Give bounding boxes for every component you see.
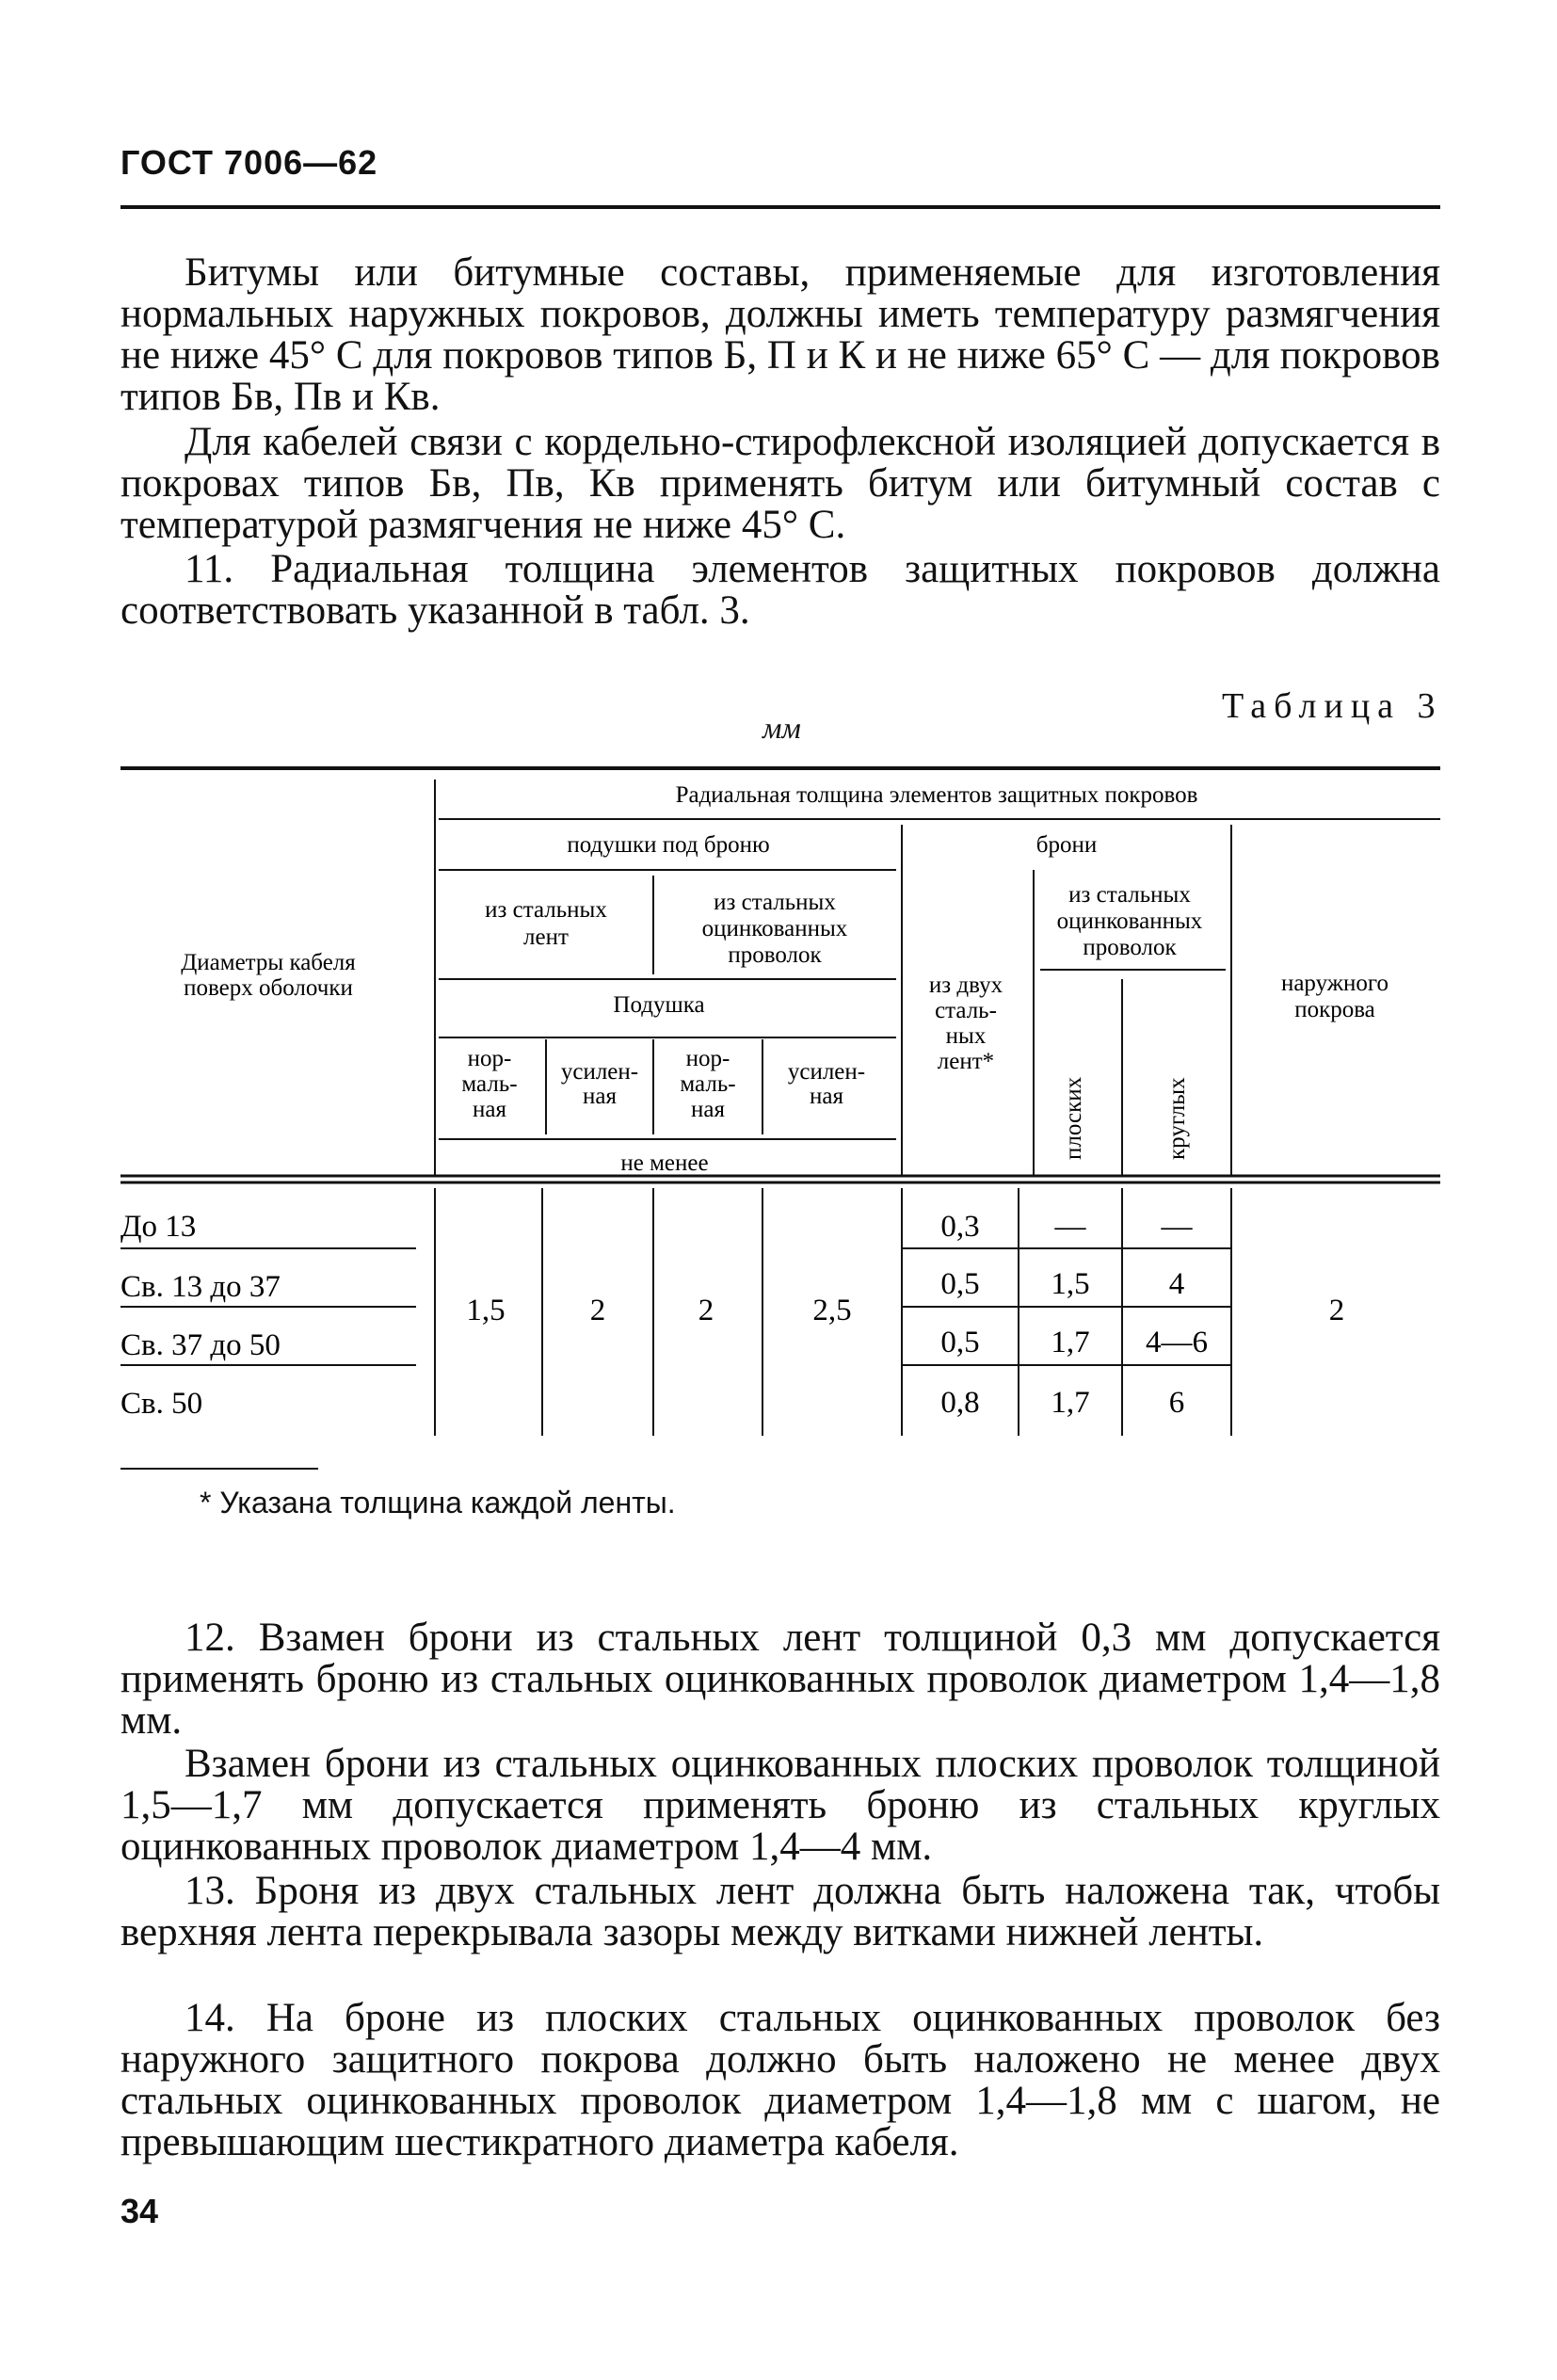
svg-text:покрова: покрова [1294, 997, 1375, 1022]
svg-text:наружного: наружного [1280, 971, 1389, 996]
header-diameter [181, 950, 356, 1001]
svg-text:из стальных: из стальных [714, 890, 836, 915]
svg-text:ная: ная [583, 1084, 617, 1109]
svg-text:из стальных: из стальных [1068, 882, 1191, 908]
header-not-less: не менее [620, 1150, 709, 1176]
page-number: 34 [120, 2192, 159, 2230]
svg-text:маль-: маль- [680, 1071, 736, 1097]
footnote-rule [120, 1468, 318, 1470]
table-unit: мм [762, 711, 801, 745]
paragraph-14: 14. На броне из плоских стальных оцинкованных проволок без наружного защитного покрова должно быть наложено не менее двух стальных оцинкованных проволок диаметром 1,4—1,8 мм с шагом, не превышающим шестикратного диаметра кабеля. [120, 1996, 1440, 2164]
value-flat-1: — [1054, 1210, 1086, 1244]
svg-text:нор-: нор- [685, 1046, 730, 1071]
value-round-1: — [1161, 1210, 1193, 1244]
header-tapes-reinforced [561, 1059, 638, 1109]
value-round-2: 4 [1168, 1267, 1185, 1301]
svg-text:ная: ная [473, 1097, 506, 1122]
svg-text:нор-: нор- [467, 1046, 512, 1071]
value-outer-cover: 2 [1328, 1294, 1345, 1327]
header-radial-thickness: Радиальная толщина элементов защитных покровов [675, 782, 1198, 808]
svg-text:маль-: маль- [461, 1071, 518, 1097]
value-tapes-reinforced: 2 [589, 1294, 606, 1327]
svg-text:сталь-: сталь- [935, 998, 997, 1023]
value-two-tapes-4: 0,8 [940, 1386, 980, 1420]
value-wires-reinforced: 2,5 [812, 1294, 852, 1327]
value-two-tapes-1: 0,3 [940, 1210, 980, 1244]
header-armor-galv-wires [1057, 882, 1203, 960]
paragraph-11: 11. Радиальная толщина элементов защитных покровов должна соответствовать указанной в табл. 3. [120, 547, 1440, 633]
paragraph-bitumen: Битумы или битумные составы, применяемые для изготовления нормальных наружных покровов, должны иметь температуру размягчения не ниже 45° С для покровов типов Б, П и К и не ниже 65° С — для покровов типов Бв, Пв и Кв. [120, 250, 1440, 419]
svg-text:усилен-: усилен- [560, 1059, 639, 1085]
svg-text:поверх оболочки: поверх оболочки [184, 975, 353, 1001]
paragraph-communication-cables: Для кабелей связи с кордельно-стирофлексной изоляцией допускается в покровах типов Бв, Пв, Кв применять битум или битумный состав с температурой размягчения не ниже 45° С. [120, 420, 1440, 547]
value-two-tapes-3: 0,5 [940, 1326, 980, 1359]
row-label-4: Св. 50 [120, 1387, 203, 1421]
header-cushion: Подушка [613, 992, 705, 1018]
value-tapes-normal: 1,5 [466, 1294, 506, 1327]
svg-text:из двух: из двух [928, 973, 1003, 998]
svg-text:ных: ных [945, 1023, 987, 1049]
svg-text:Диаметры кабеля: Диаметры кабеля [181, 950, 356, 975]
svg-text:усилен-: усилен- [787, 1059, 866, 1085]
value-flat-3: 1,7 [1051, 1326, 1090, 1359]
svg-text:ная: ная [691, 1097, 725, 1122]
header-wires-reinforced [788, 1059, 865, 1109]
value-wires-normal: 2 [698, 1294, 714, 1327]
header-cushion-under-armor: подушки под броню [567, 832, 770, 858]
table-caption: Таблица 3 [1222, 686, 1443, 726]
paragraph-12: 12. Взамен брони из стальных лент толщиной 0,3 мм допускается применять броню из стальных оцинкованных проволок диаметром 1,4—1,8 мм. [120, 1616, 1440, 1743]
svg-text:проволок: проволок [728, 942, 822, 968]
svg-text:оцинкованных: оцинкованных [1056, 909, 1203, 934]
svg-text:лент*: лент* [937, 1049, 995, 1074]
header-wires-normal [680, 1046, 735, 1122]
header-flat: плоских [1061, 1076, 1086, 1160]
document-header: ГОСТ 7006—62 [120, 143, 378, 182]
svg-text:оцинкованных: оцинкованных [701, 916, 848, 941]
svg-text:лент: лент [523, 925, 569, 950]
row-label-3: Св. 37 до 50 [120, 1328, 281, 1362]
header-round: круглых [1164, 1077, 1190, 1160]
header-tapes-normal [461, 1046, 517, 1122]
paragraph-13: 13. Броня из двух стальных лент должна быть наложена так, чтобы верхняя лента перекрывала зазоры между витками нижней ленты. [120, 1869, 1440, 1954]
value-two-tapes-2: 0,5 [940, 1267, 980, 1301]
value-round-4: 6 [1168, 1386, 1185, 1420]
table-grid [120, 768, 1440, 1436]
svg-text:ная: ная [810, 1084, 843, 1109]
header-steel-tapes [485, 897, 607, 950]
value-flat-4: 1,7 [1051, 1386, 1090, 1420]
table-footnote: * Указана толщина каждой ленты. [200, 1486, 676, 1520]
header-two-tapes [929, 973, 1003, 1074]
paragraph-armor-replacement: Взамен брони из стальных оцинкованных плоских проволок толщиной 1,5—1,7 мм допускается применять броню из стальных круглых оцинкованных проволок диаметром 1,4—4 мм. [120, 1742, 1440, 1869]
value-flat-2: 1,5 [1051, 1267, 1090, 1301]
header-galv-wires [702, 890, 848, 968]
svg-text:из стальных: из стальных [485, 897, 607, 923]
svg-text:проволок: проволок [1083, 935, 1177, 960]
row-label-1: До 13 [120, 1210, 197, 1244]
value-round-3: 4—6 [1146, 1326, 1208, 1359]
header-armor: брони [1035, 832, 1098, 858]
header-outer-cover [1281, 971, 1388, 1022]
row-label-2: Св. 13 до 37 [120, 1270, 281, 1304]
